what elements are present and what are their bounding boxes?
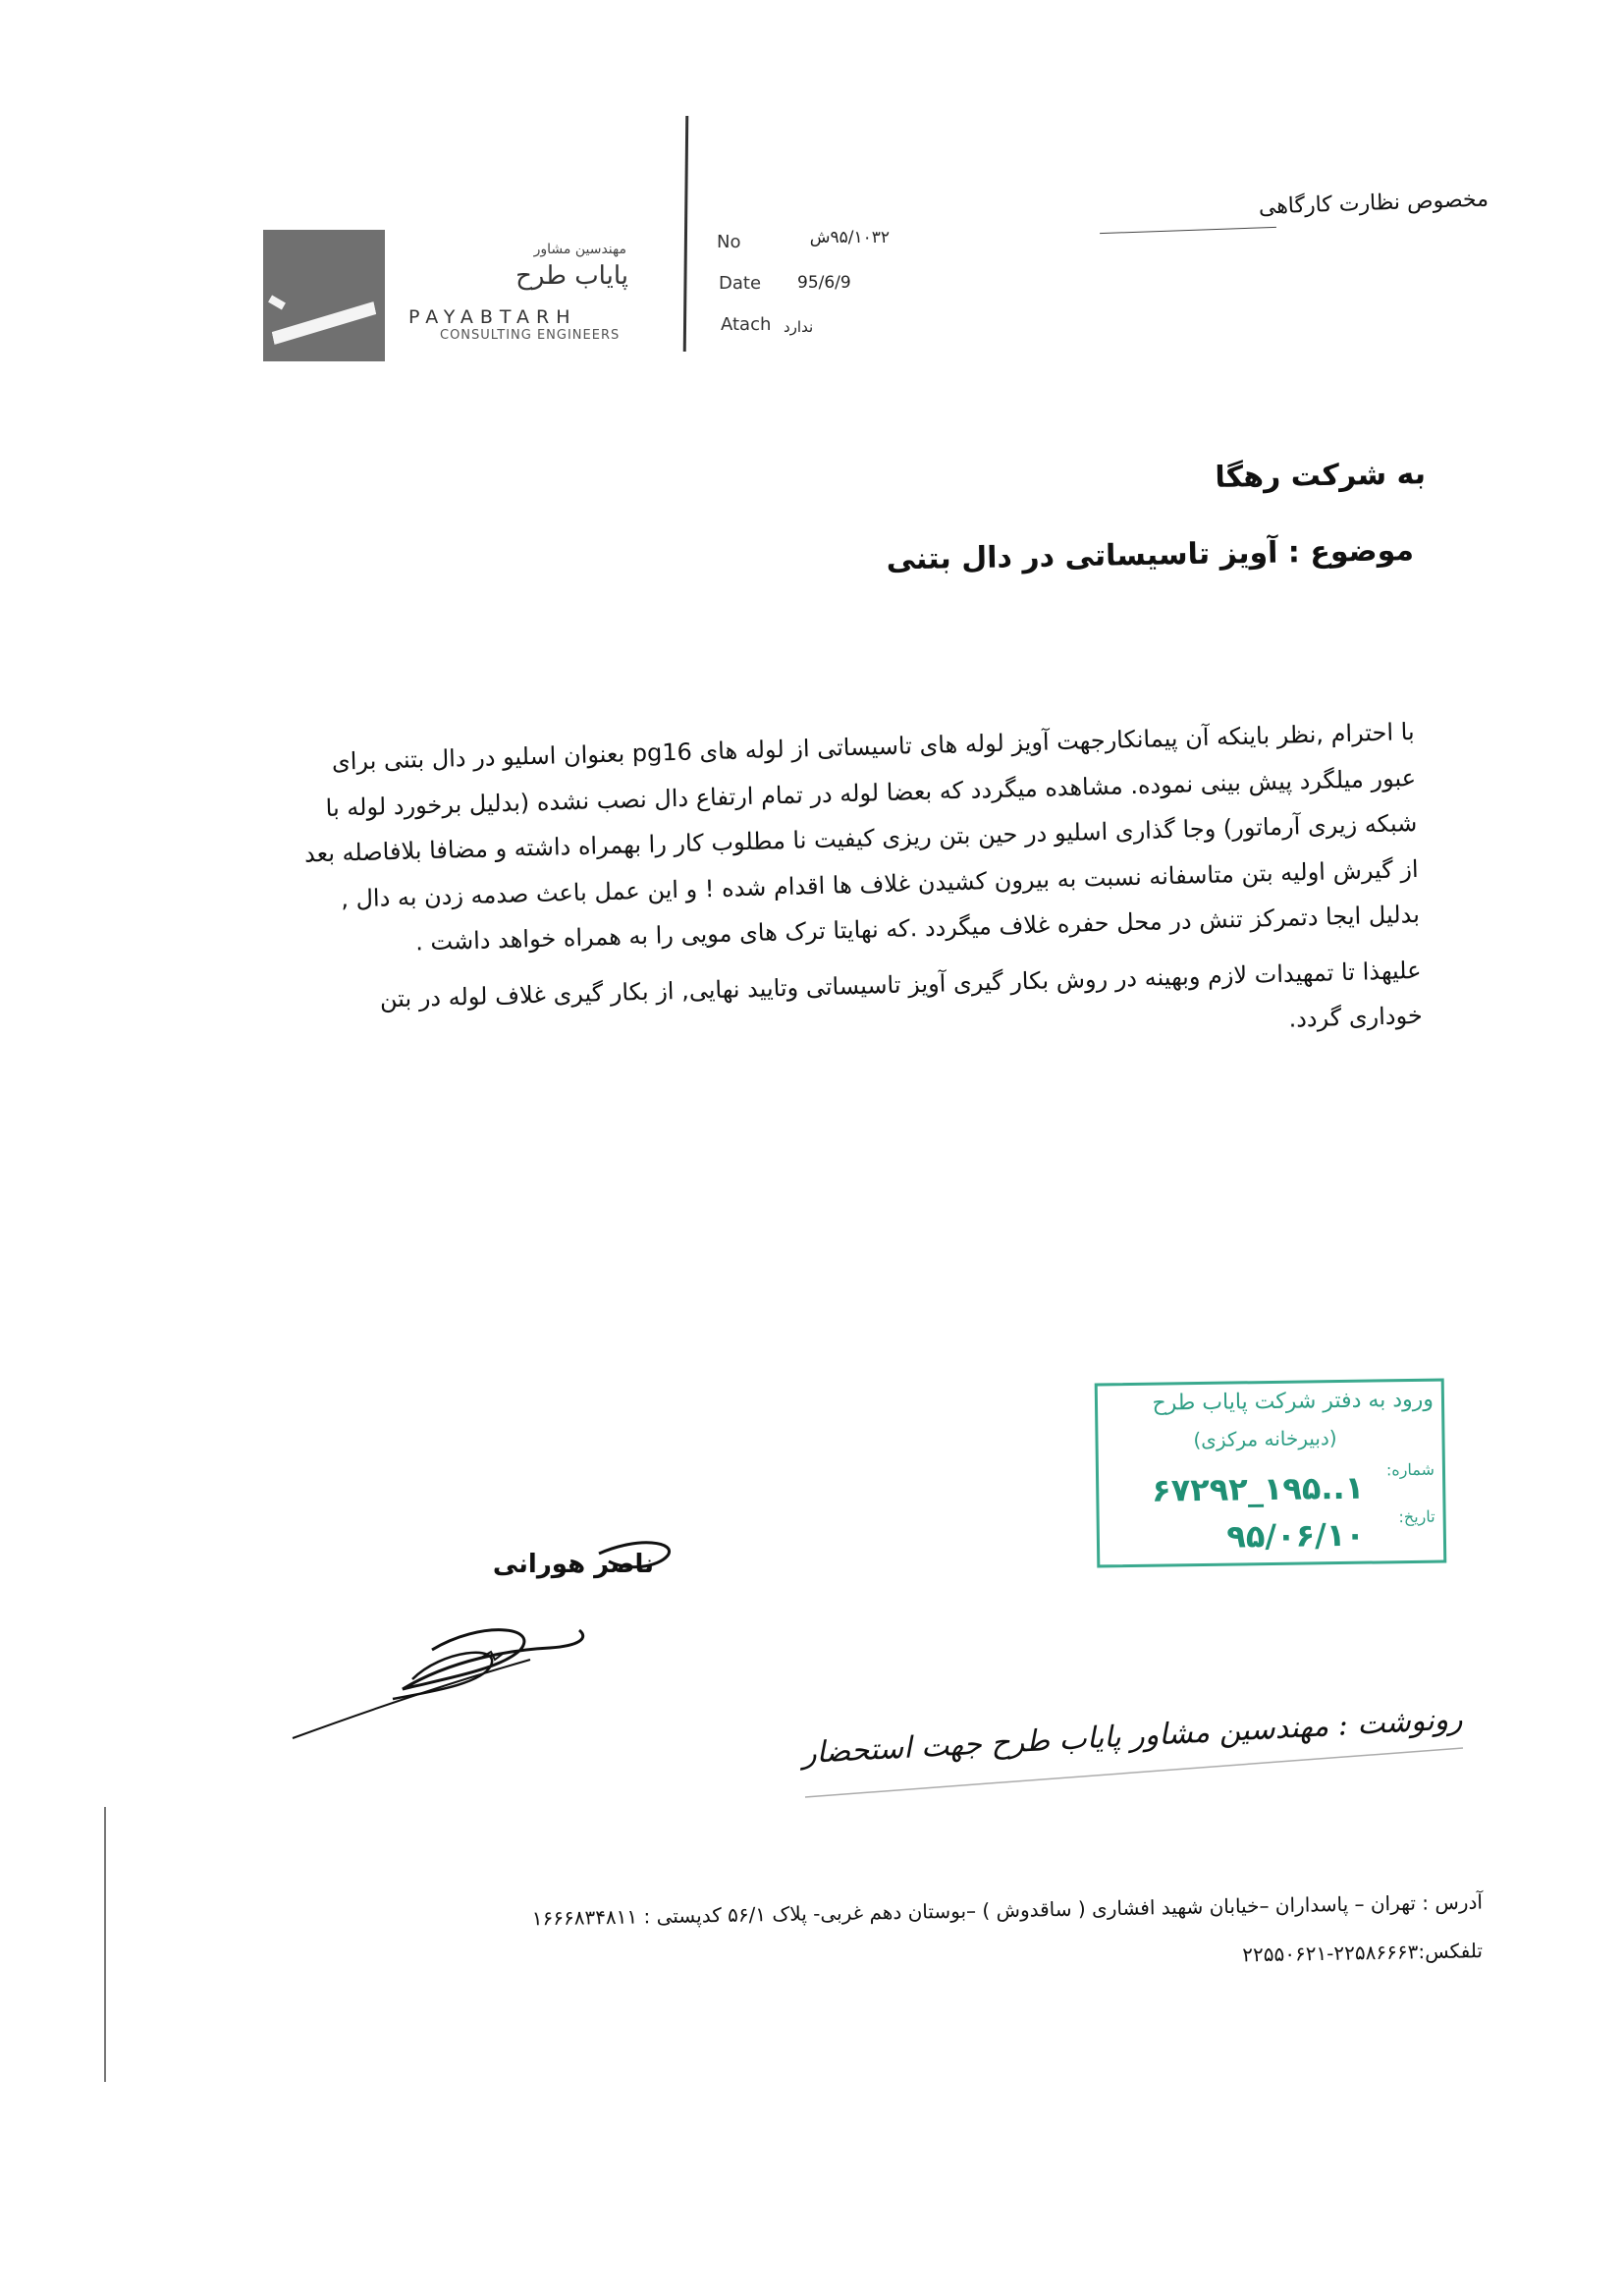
stamp-date-label: تاریخ: [1398,1506,1435,1527]
stamp-date: ۹۵/۰۶/۱۰ [1226,1515,1366,1556]
letter-subject: موضوع : آویز تاسیساتی در دال بتنی [886,533,1415,577]
logo-slash-shape [270,301,378,345]
logo-tick-shape [268,296,286,310]
stamp-subtitle: (دبیرخانه مرکزی) [1193,1426,1337,1452]
letter-number-value: ۹۵/۱۰۳۲ش [809,228,890,247]
firm-name-persian: پایاب طرح [515,261,628,291]
body-paragraph-2: علیهذا تا تمهیدات لازم وبهینه در روش بکار گیری آویز تاسیساتی وتایید نهایی, از بکار گیری غلاف لوله در بتن خوداری گردد. [379,956,1424,1033]
attachment-label: Atach [721,314,772,335]
signature-scribble [285,1532,707,1758]
handwritten-cc-note [785,1689,1473,1817]
body-paragraph-1: با احترام ,نظر باینکه آن پیمانکارجهت آویز لوله های تاسیساتی از لوله های pg16 بعنوان اسلیو در دال بتنی برای عبور میلگرد پیش بینی نموده. مشاهده میگردد که بعضا لوله در تمام ارتفاع دال نصب نشده (بدلیل برخورد لوله با شبکه زیری آرماتور) وجا گذاری اسلیو در حین بتن ریزی کیفیت نا مطلوب کار را بهمراه داشته و مضافا بلافاصله بعد از گیرش اولیه بتن متاسفانه نسبت به بیرون کشیدن غلاف ها اقدام شده ! و این عمل باعث صدمه زدن به دال , بدلیل ایجا دتمرکز تنش در محل حفره غلاف میگردد .که نهایتا ترک های مویی را به همراه خواهد داشت . [303,717,1421,957]
letter-date-value: 95/6/9 [797,273,851,293]
firm-subtitle-english: CONSULTING ENGINEERS [440,328,621,343]
letter-date-label: Date [719,273,762,294]
company-logo [263,230,385,361]
scan-edge-line [104,1807,106,2082]
confidential-note: مخصوص نظارت کارگاهی [1258,187,1489,220]
addressee: به شرکت رهگا [1215,457,1427,495]
stamp-number-label: شماره: [1385,1459,1435,1480]
footer-phones: تلفکس:۲۲۵۸۶۶۶۳-۲۲۵۵۰۶۲۱ [1242,1939,1484,1967]
signer-name: ناصر هورانی [492,1550,654,1579]
attachment-value: ندارد [784,318,814,336]
letter-number-label: No [717,232,741,252]
letter-body [295,709,1423,1069]
confidential-underline [1100,227,1276,234]
receipt-stamp [1095,1379,1447,1568]
footer-address: آدرس : تهران – پاسداران –خیابان شهید افشاری ( ساقدوش ) –بوستان دهم غربی- پلاک ۵۶/۱ کدپستی : ۱۶۶۶۸۳۴۸۱۱ [531,1889,1484,1931]
header-divider [683,116,689,352]
firm-type-label: مهندسین مشاور [533,242,626,257]
stamp-title: ورود به دفتر شرکت پایاب طرح [1152,1387,1435,1416]
handwritten-cc-text: رونوشت : مهندسین مشاور پایاب طرح جهت استحضار [801,1702,1464,1772]
firm-name-english: PAYABTARH [408,306,577,328]
stamp-number: ۱..۱۹۵_۶۷۲۹۲ [1151,1468,1365,1509]
